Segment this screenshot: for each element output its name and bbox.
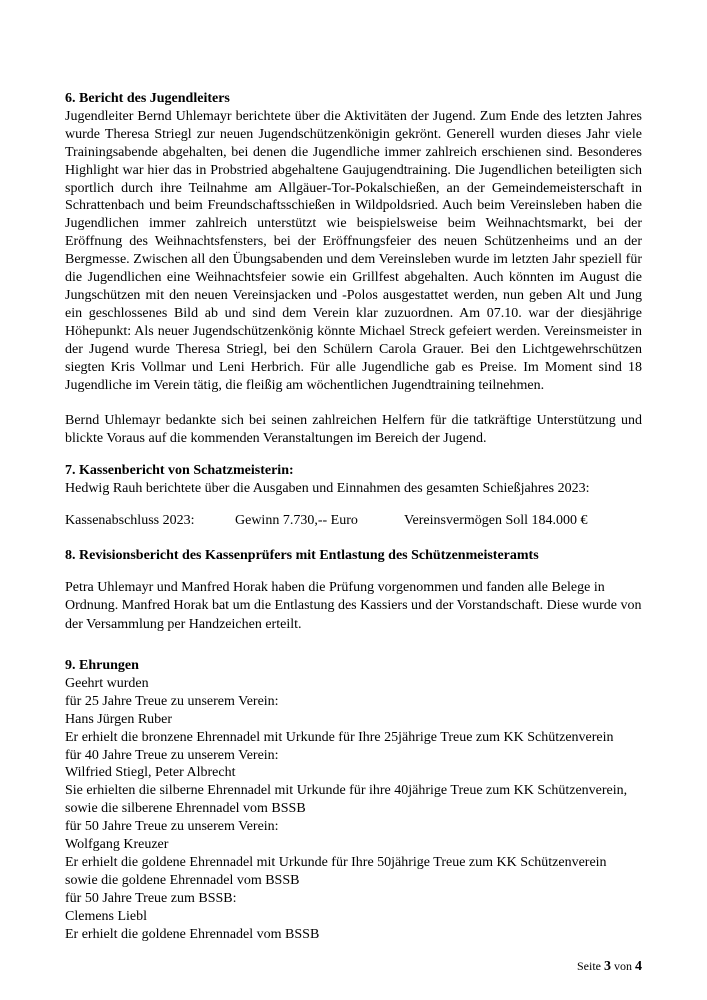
honors-line: sowie die goldene Ehrennadel vom BSSB — [65, 872, 300, 888]
section-6-paragraph-1: Jugendleiter Bernd Uhlemayr berichtete über die Aktivitäten der Jugend. Zum Ende des letzten Jahres wurde Theresa Striegl zur neuen Jugendschützenkönigin gekrönt. Generell wurden dieses Jahr viele Trainingsabende abgehalten, bei denen die Jugendliche immer zahlreich erschienen sind. Besonderes Highlight war hier das in Probstried abgehaltene Gaujugendtraining. Die Jugendlichen beteiligten sich sportlich durch ihre Teilnahme am Allgäuer-Tor-Pokalschießen, an der Gemeindemeisterschaft in Schrattenbach und beim Freundschaftsschießen in Wildpoldsried. Auch beim Vereinsleben haben die Jugendlichen immer zahlreich unterstützt wie beispielsweise beim Weihnachtsmarkt, bei der Eröffnung des Weihnachtsfensters, bei der Eröffnungsfeier des neuen Schützenheims und an der Bergmesse. Zwischen all den Übungsabenden und dem Vereinsleben wurde im letzten Jahr speziell für die Jugendlichen eine Weihnachtsfeier sowie ein Grillfest abgehalten. Auch könnten im August die Jungschützen mit den neuen Vereinsjacken und -Polos ausgestattet werden, nun geben Alt und Jung ein geschlossenes Bild ab und sind dem Verein klar zuzuordnen. Am 07.10. war der diesjährige Höhepunkt: Als neuer Jugendschützenkönig könnte Michael Streck gefeiert werden. Vereinsmeister in der Jugend wurde Theresa Striegl, bei den Schülern Carola Grauer. Bei den Lichtgewehrschützen siegten Kris Vollmar und Leni Herbrich. Für alle Jugendliche gab es Preise. Im Moment sind 18 Jugendliche im Verein tätig, die fleißig am wöchentlichen Jugendtraining teilnehmen. — [65, 108, 642, 393]
section-8 — [65, 547, 642, 634]
footer-seite: Seite — [577, 959, 604, 973]
footer-von: von — [611, 959, 635, 973]
footer-page-number: 3 — [604, 959, 611, 974]
section-9-heading-text: . Ehrungen — [72, 658, 139, 673]
honors-line: Wilfried Stiegl, Peter Albrecht — [65, 765, 236, 781]
honors-line: sowie die silberene Ehrennadel vom BSSB — [65, 801, 306, 817]
section-9-heading — [65, 657, 642, 675]
section-7-heading: 7. Kassenbericht von Schatzmeisterin: — [65, 463, 294, 478]
honors-line: für 25 Jahre Treue zu unserem Verein: — [65, 693, 279, 709]
kassenabschluss-row — [65, 512, 642, 530]
kassenabschluss-gewinn: Gewinn 7.730,-- Euro — [235, 513, 358, 528]
honors-line: Er erhielt die goldene Ehrennadel vom BSSB — [65, 926, 320, 942]
footer-total-pages: 4 — [635, 959, 642, 974]
section-9-heading-number: 9 — [65, 658, 72, 673]
honors-line: Er erhielt die goldene Ehrennadel mit Urkunde für Ihre 50jährige Treue zum KK Schützenverein — [65, 854, 607, 870]
honors-line: für 50 Jahre Treue zu unserem Verein: — [65, 819, 279, 835]
honors-line: Clemens Liebl — [65, 908, 148, 924]
section-9 — [65, 657, 642, 944]
section-6 — [65, 90, 642, 448]
honors-line: Geehrt wurden — [65, 675, 149, 691]
honors-line: Er erhielt die bronzene Ehrennadel mit Urkunde für Ihre 25jährige Treue zum KK Schützenverein — [65, 729, 614, 745]
honors-line: Sie erhielten die silberne Ehrennadel mit Urkunde für ihre 40jährige Treue zum KK Schützenverein, — [65, 783, 628, 799]
kassenabschluss-vermoegen: Vereinsvermögen Soll 184.000 € — [404, 513, 588, 528]
honors-line: Hans Jürgen Ruber — [65, 711, 173, 727]
page-footer — [577, 958, 642, 976]
honors-line: für 50 Jahre Treue zum BSSB: — [65, 890, 237, 906]
kassenabschluss-label: Kassenabschluss 2023: — [65, 513, 195, 528]
section-6-heading: 6. Bericht des Jugendleiters — [65, 91, 230, 106]
section-8-heading: 8. Revisionsbericht des Kassenprüfers mit Entlastung des Schützenmeisteramts — [65, 548, 539, 563]
honors-list — [65, 675, 642, 944]
honors-line: für 40 Jahre Treue zu unserem Verein: — [65, 747, 279, 763]
section-7-intro: Hedwig Rauh berichtete über die Ausgaben und Einnahmen des gesamten Schießjahres 2023: — [65, 480, 590, 496]
section-6-paragraph-2: Bernd Uhlemayr bedankte sich bei seinen zahlreichen Helfern für die tatkräftige Unterstützung und blickte Voraus auf die kommenden Veranstaltungen im Bereich der Jugend. — [65, 413, 642, 447]
section-8-paragraph: Petra Uhlemayr und Manfred Horak haben die Prüfung vorgenommen und fanden alle Belege in Ordnung. Manfred Horak bat um die Entlastung des Kassiers und der Vorstandschaft. Diese wurde von der Versammlung per Handzeichen erteilt. — [65, 579, 642, 632]
section-7 — [65, 462, 642, 498]
honors-line: Wolfgang Kreuzer — [65, 837, 169, 853]
